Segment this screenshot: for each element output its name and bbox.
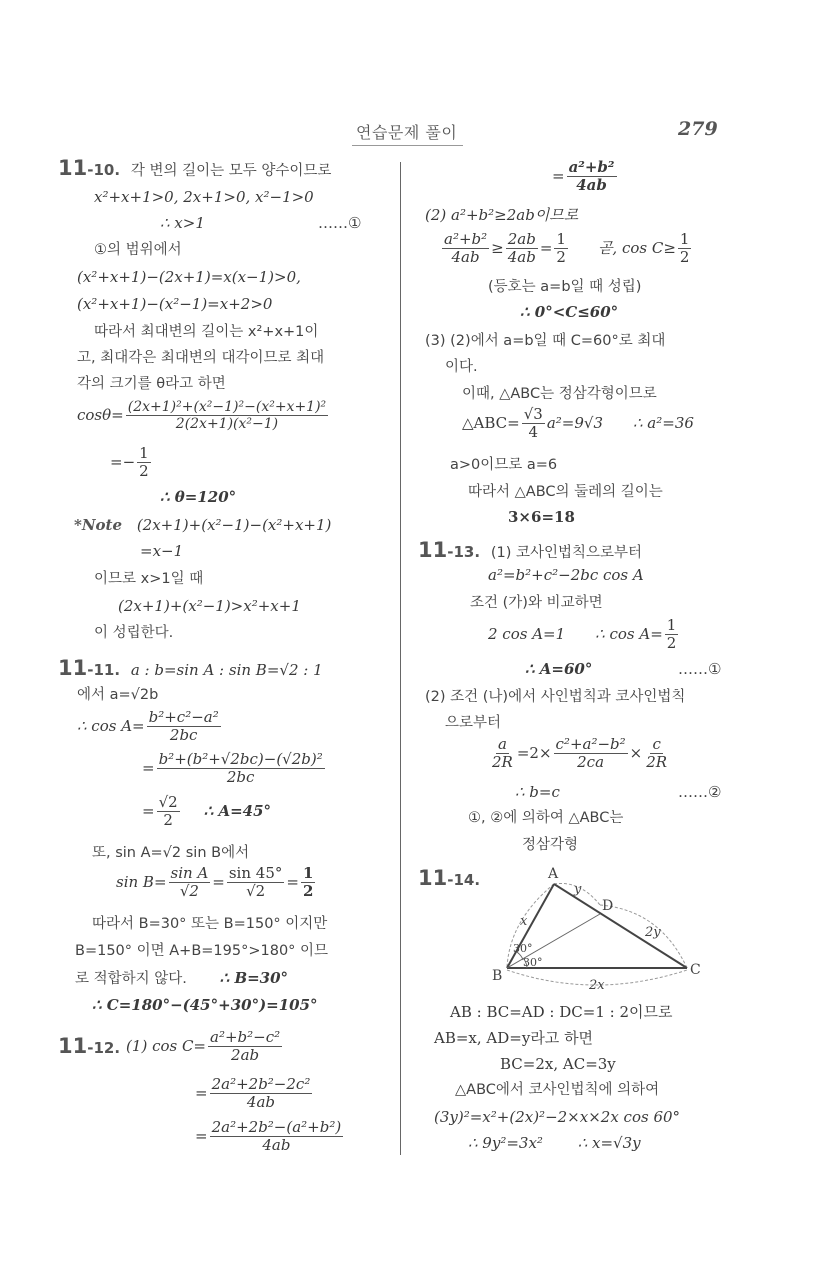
part-3-line-2: 이다. xyxy=(445,359,478,375)
svg-text:B: B xyxy=(492,968,503,984)
text: 고, 최대각은 최대변의 대각이므로 최대 xyxy=(77,350,325,366)
problem-11-13-heading: 11-13. (1) 코사인법칙으로부터 xyxy=(418,538,643,562)
text: 으로부터 xyxy=(445,715,502,731)
cos-c-step-2: = $\frac{\text{2a²+2b²−2c²}}{4ab}$ xyxy=(195,1075,311,1111)
text: 따라서 최대변의 길이는 x²+x+1이 xyxy=(94,324,319,340)
svg-text:30°: 30° xyxy=(523,956,543,969)
svg-text:A: A xyxy=(548,866,559,882)
page-header-title: 연습문제 풀이 xyxy=(352,120,463,146)
assignment-line: AB=x, AD=y라고 하면 xyxy=(434,1029,594,1047)
svg-text:2x: 2x xyxy=(589,978,605,993)
b-equals-c: ∴ b=c xyxy=(515,783,560,801)
circled-marker-1: ……① xyxy=(678,660,722,678)
note-line-3: 이므로 x>1일 때 xyxy=(94,571,204,587)
equation-line: (x²+x+1)−(2x+1)=x(x−1)>0, xyxy=(77,268,301,286)
circled-marker-1: ……① xyxy=(318,214,362,232)
answer-a: ∴ A=60° xyxy=(525,660,593,678)
text: 각의 크기를 θ라고 하면 xyxy=(77,376,226,392)
part-2-line: (2) a²+b²≥2ab이므로 xyxy=(425,206,579,224)
cos-a-step-2: = $\frac{\text{b²+(b²+√2bc)−(√2b)²}}{2bc}$ xyxy=(142,750,323,786)
svg-text:D: D xyxy=(602,898,614,914)
text: 에서 a=√2b xyxy=(77,687,159,703)
cos-a-value: 2 cos A=1 ∴ cos A= $\frac{1}{2}$ xyxy=(488,616,677,652)
answer-c: ∴ C=180°−(45°+30°)=105° xyxy=(92,996,318,1014)
text: 로 적합하지 않다. ∴ B=30° xyxy=(75,969,289,987)
part-3-line-6: 따라서 △ABC의 둘레의 길이는 xyxy=(468,484,663,500)
cos-a-formula: ∴ cos A= $\frac{\text{b²+c²−a²}}{2bc}$ xyxy=(77,708,219,744)
problem-11-11-heading: 11-11. a : b=sin A : sin B=√2 : 1 xyxy=(58,656,323,680)
svg-text:y: y xyxy=(574,882,582,897)
text: 정삼각형 xyxy=(522,837,579,853)
problem-11-14-heading: 11-14. xyxy=(418,866,481,890)
triangle-diagram xyxy=(490,860,710,995)
answer-perimeter: 3×6=18 xyxy=(508,508,575,526)
problem-number: 11-10. xyxy=(58,156,121,180)
equality-condition: (등호는 a=b일 때 성립) xyxy=(488,279,642,295)
problem-11-12-heading: 11-12. (1) cos C= $\frac{\text{a²+b²−c²}}{2ab}$ xyxy=(58,1028,281,1064)
inequality-formula: $\frac{\text{a²+b²}}{4ab}$ ≥ $\frac{2ab}{4ab}$ = $\frac{1}{2}$ 곧, cos C≥ $\frac{1}{2}$ xyxy=(444,230,690,266)
text: ①, ②에 의하여 △ABC는 xyxy=(468,810,624,826)
text: 따라서 B=30° 또는 B=150° 이지만 xyxy=(92,916,328,932)
equation-line: (x²+x+1)−(x²−1)=x+2>0 xyxy=(77,295,273,313)
sin-b-formula: sin B= $\frac{\text{sin A}}{√2}$ = $\frac{\sin 45^\circ}{√2}$ = $\frac{1}{2}$ xyxy=(116,864,314,900)
note-line-5: 이 성립한다. xyxy=(94,625,174,641)
text: 조건 (가)와 비교하면 xyxy=(470,595,603,611)
result-line: ∴ x>1 xyxy=(160,214,205,232)
text: △ABC에서 코사인법칙에 의하여 xyxy=(455,1082,660,1098)
ratio-line: AB : BC=AD : DC=1 : 2이므로 xyxy=(450,1003,673,1021)
sine-cosine-equation: $\frac{a}{2R}$ =2× $\frac{\text{c²+a²−b²}}{2ca}$ × $\frac{c}{2R}$ xyxy=(492,735,668,771)
text: B=150° 이면 A+B=195°>180° 이므 xyxy=(75,943,329,959)
cosine-law-application: (3y)²=x²+(2x)²−2×x×2x cos 60° xyxy=(434,1108,681,1126)
cos-c-step-3: = $\frac{\text{2a²+2b²−(a²+b²)}}{4ab}$ xyxy=(195,1118,342,1154)
result-line: ∴ 9y²=3x² ∴ x=√3y xyxy=(468,1134,641,1152)
svg-text:2y: 2y xyxy=(645,925,661,940)
circled-marker-2: ……② xyxy=(678,783,722,801)
svg-text:C: C xyxy=(690,962,701,978)
lengths-line: BC=2x, AC=3y xyxy=(500,1055,616,1073)
text: (2) 조건 (나)에서 사인법칙과 코사인법칙 xyxy=(425,689,686,705)
page-number: 279 xyxy=(678,118,718,140)
text: ①의 범위에서 xyxy=(94,242,182,258)
cosine-law: a²=b²+c²−2bc cos A xyxy=(488,566,644,584)
right-column xyxy=(400,0,825,1275)
answer-theta: ∴ θ=120° xyxy=(160,488,237,506)
svg-text:30°: 30° xyxy=(513,942,533,955)
text: 각 변의 길이는 모두 양수이므로 xyxy=(130,163,332,179)
note-line-2: =x−1 xyxy=(140,542,184,560)
svg-text:x: x xyxy=(520,914,528,929)
note-line-1: *Note (2x+1)+(x²−1)−(x²+x+1) xyxy=(74,516,332,534)
left-column xyxy=(0,0,400,1275)
cos-a-step-3: = $\frac{√2}{2}$ ∴ A=45° xyxy=(142,793,272,829)
part-3-line-3: 이때, △ABC는 정삼각형이므로 xyxy=(462,386,657,402)
part-3-line-5: a>0이므로 a=6 xyxy=(450,457,558,473)
cos-c-step-4: = $\frac{\text{a²+b²}}{4ab}$ xyxy=(552,158,615,194)
answer-range: ∴ 0°<C≤60° xyxy=(520,303,619,321)
cos-theta-formula: cosθ= $\frac{\text{(2x+1)²+(x²−1)²−(x²+x+1)²}}{\text{2(2x+1)(x²−1)}}$ xyxy=(77,399,327,432)
problem-11-10-heading xyxy=(58,158,331,179)
text: 또, sin A=√2 sin B에서 xyxy=(92,845,250,861)
note-line-4: (2x+1)+(x²−1)>x²+x+1 xyxy=(118,597,301,615)
cos-theta-value: =− $\frac{1}{2}$ xyxy=(110,444,149,480)
area-formula: △ABC= $\frac{√3}{4}$ a²=9√3 ∴ a²=36 xyxy=(462,405,694,441)
part-3-line-1: (3) (2)에서 a=b일 때 C=60°로 최대 xyxy=(425,333,666,349)
inequality-line: x²+x+1>0, 2x+1>0, x²−1>0 xyxy=(94,188,314,206)
